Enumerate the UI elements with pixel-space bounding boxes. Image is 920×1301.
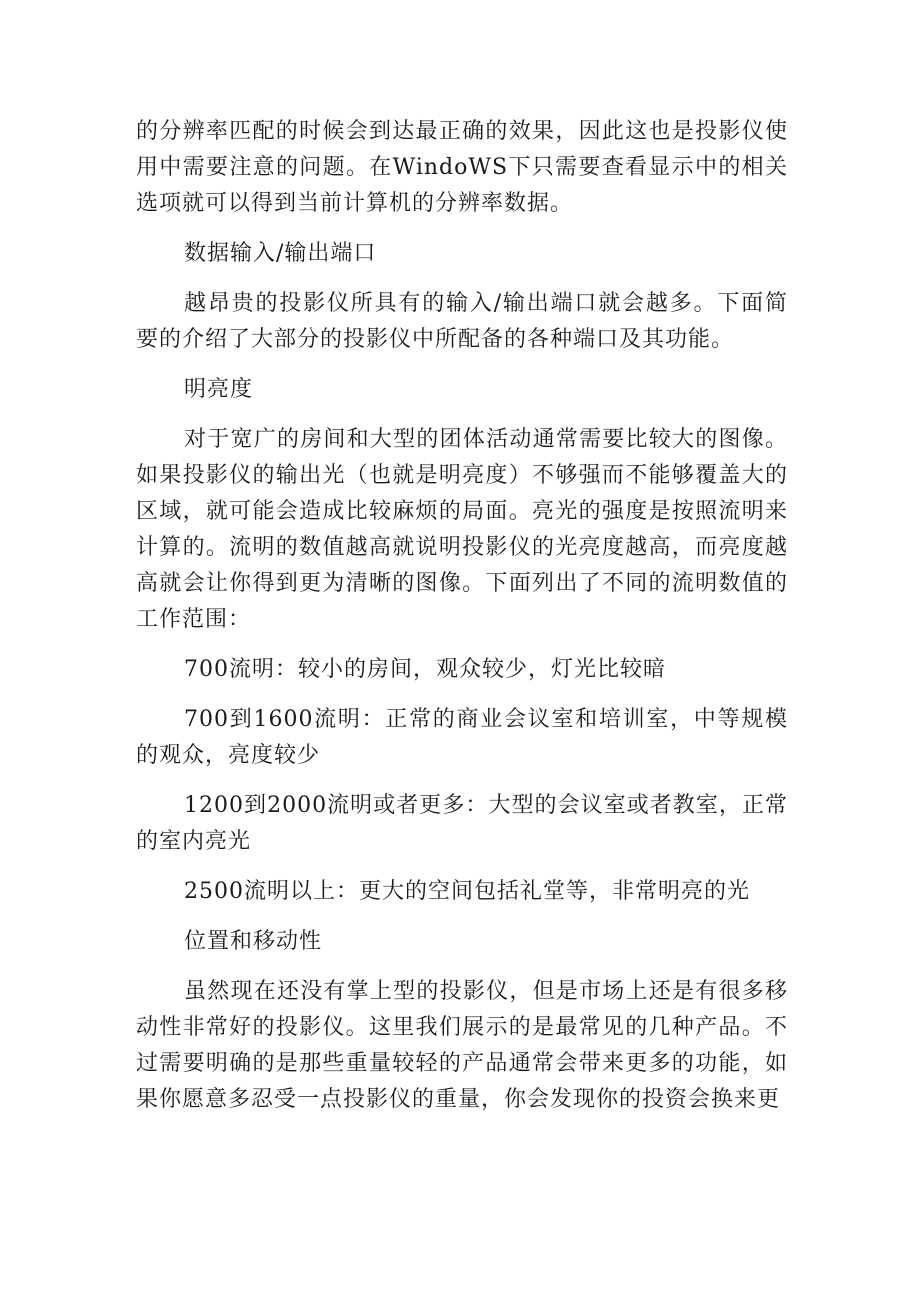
section-heading-brightness: 明亮度	[184, 377, 254, 402]
section-heading-io-ports: 数据输入/输出端口	[184, 241, 377, 266]
paragraph-brightness: 对于宽广的房间和大型的团体活动通常需要比较大的图像。如果投影仪的输出光（也就是明亮度）不够强而不能够覆盖大的区域，就可能会造成比较麻烦的局面。亮光的强度是按照流明来计算的。流明的数值越高就说明投影仪的光亮度越高，而亮度越高就会让你得到更为清晰的图像。下面列出了不同的流明数值的工作范围：	[136, 427, 788, 632]
paragraph-io-ports: 越昂贵的投影仪所具有的输入/输出端口就会越多。下面简要的介绍了大部分的投影仪中所配备的各种端口及其功能。	[136, 291, 788, 352]
lumen-range-item: 700到1600流明：正常的商业会议室和培训室，中等规模的观众，亮度较少	[136, 707, 788, 768]
lumen-range-item: 1200到2000流明或者更多：大型的会议室或者教室，正常的室内亮光	[136, 793, 788, 854]
document-body	[136, 114, 788, 1132]
lumen-range-item: 2500流明以上：更大的空间包括礼堂等，非常明亮的光	[184, 879, 750, 904]
lumen-range-item: 700流明：较小的房间，观众较少，灯光比较暗	[184, 657, 666, 682]
paragraph-resolution-continued: 的分辨率匹配的时候会到达最正确的效果，因此这也是投影仪使用中需要注意的问题。在WindoWS下只需要查看显示中的相关选项就可以得到当前计算机的分辨率数据。	[136, 119, 788, 216]
paragraph-mobility: 虽然现在还没有掌上型的投影仪，但是市场上还是有很多移动性非常好的投影仪。这里我们展示的是最常见的几种产品。不过需要明确的是那些重量较轻的产品通常会带来更多的功能，如果你愿意多忍受一点投影仪的重量，你会发现你的投资会换来更	[136, 979, 788, 1112]
section-heading-mobility: 位置和移动性	[184, 929, 323, 954]
